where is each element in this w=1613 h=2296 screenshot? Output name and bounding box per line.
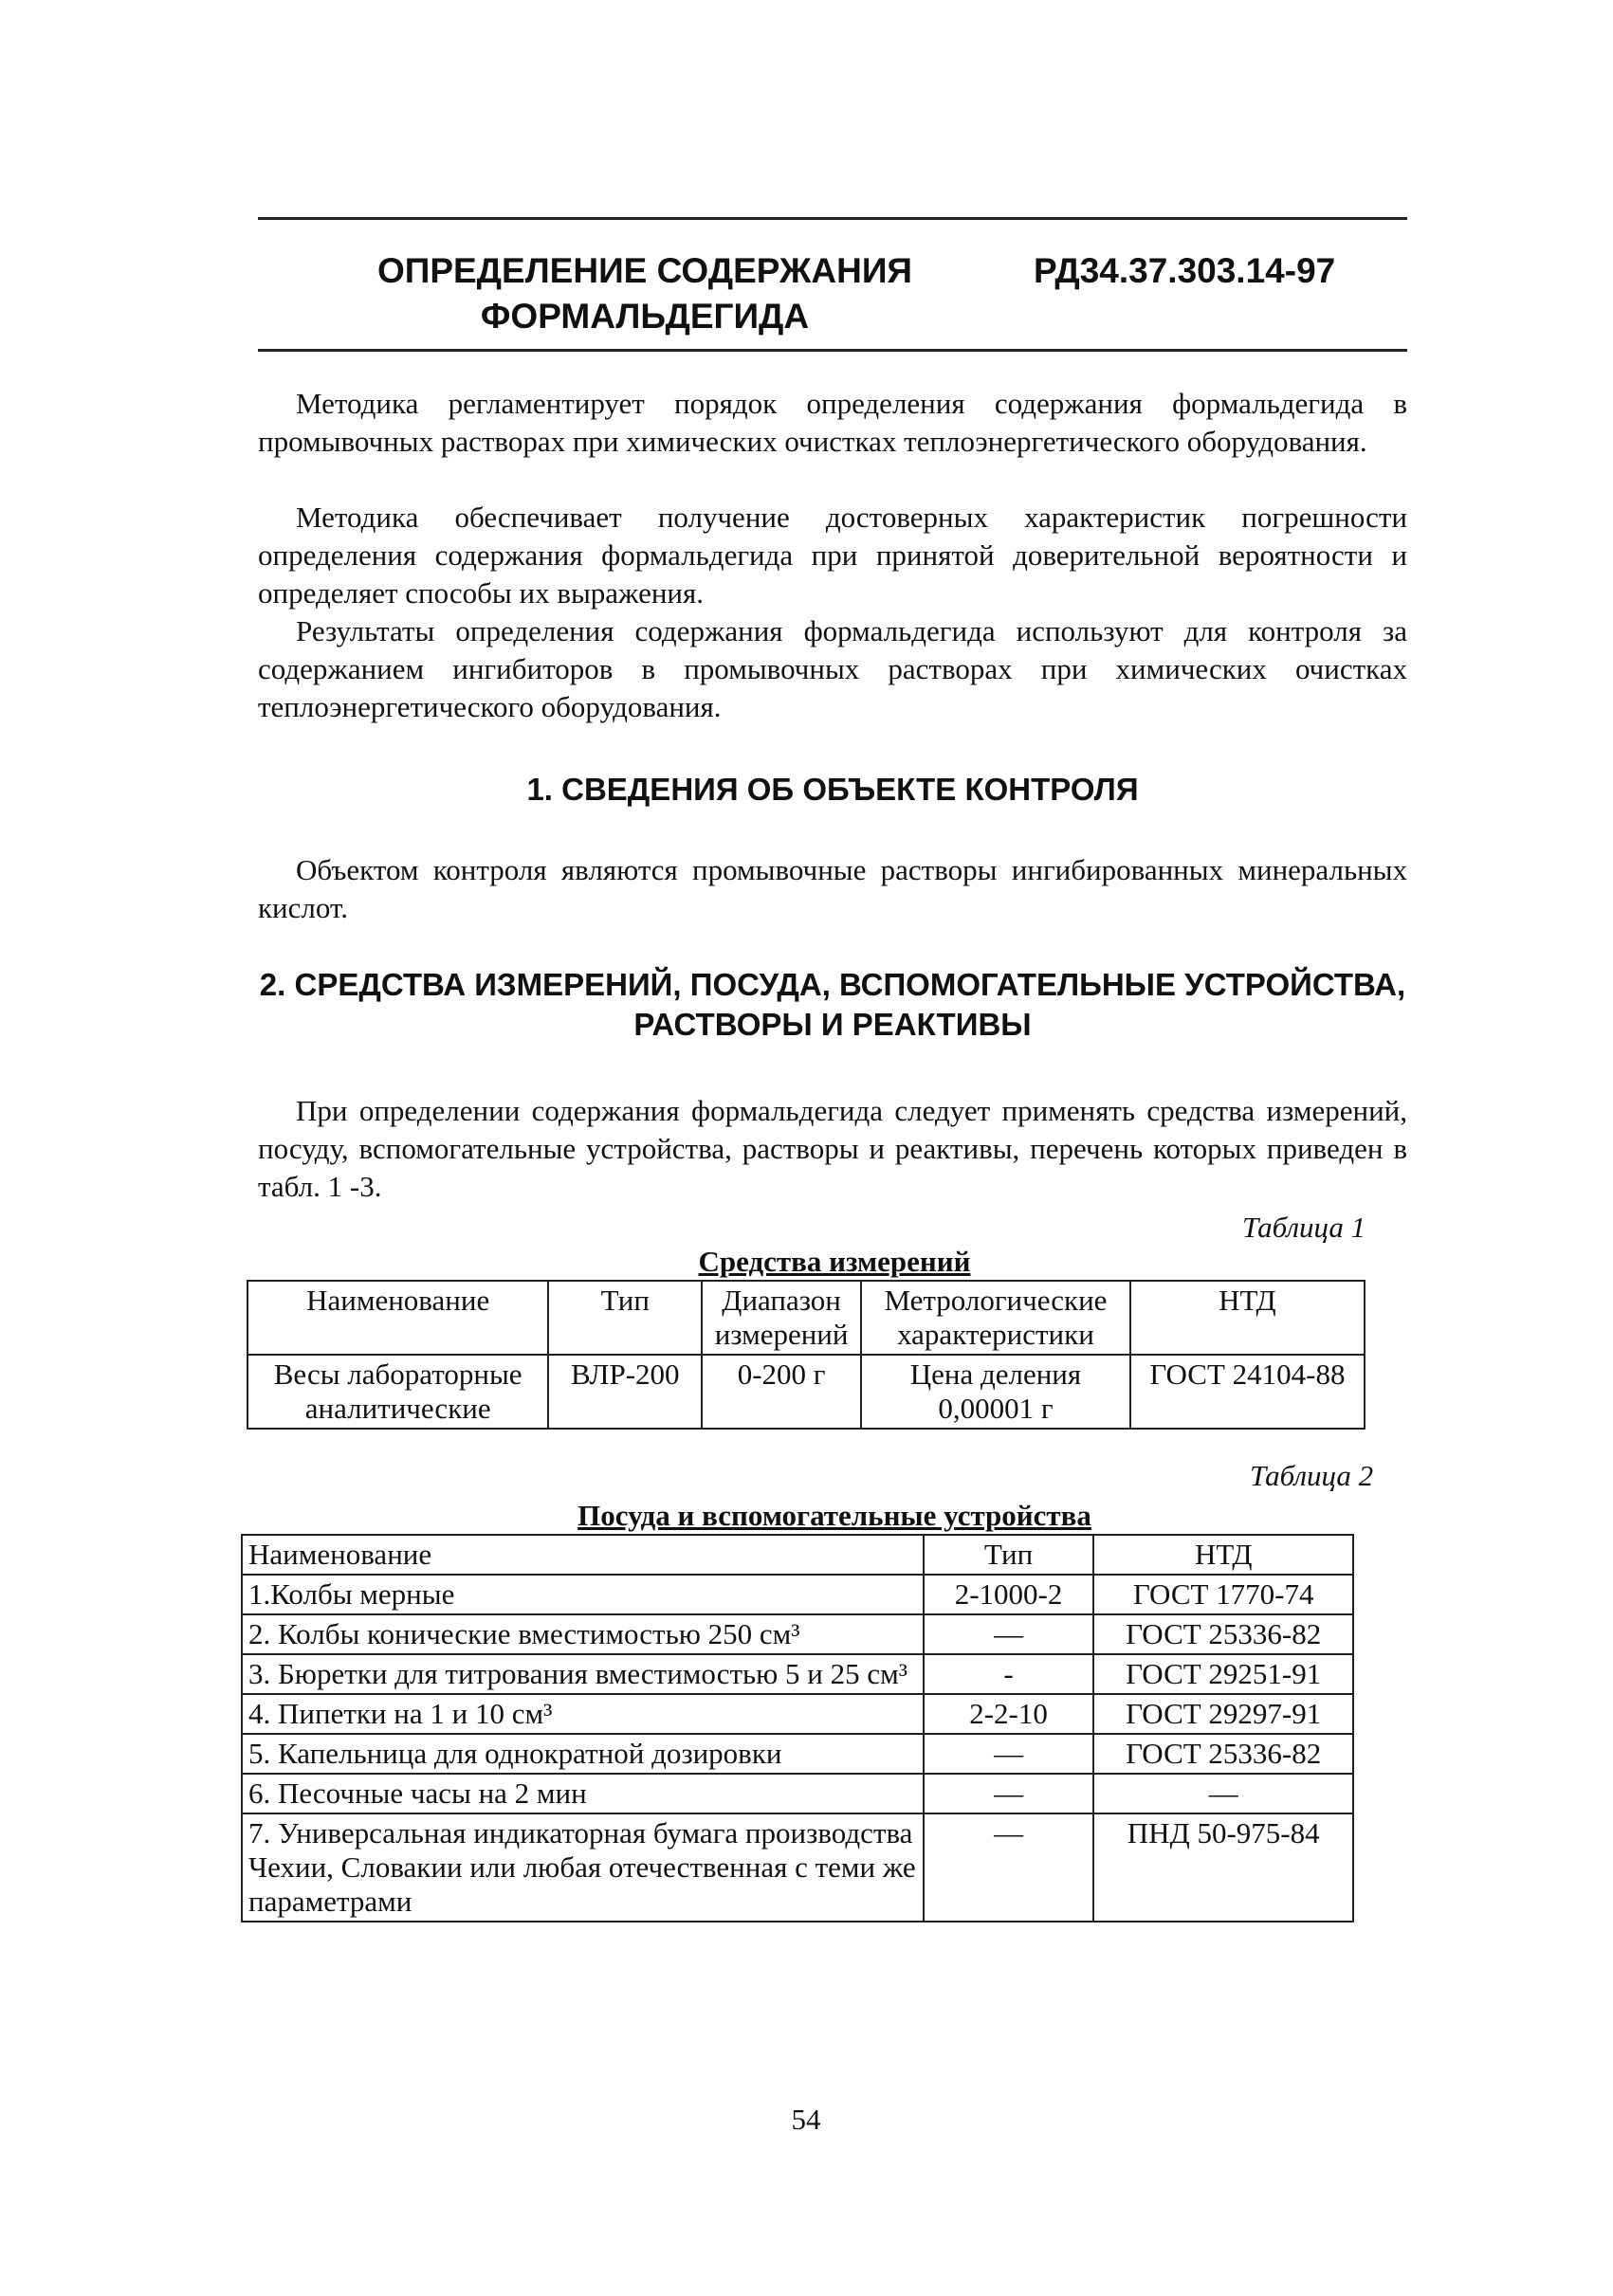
table2-cell-ntd: ГОСТ 25336-82 <box>1093 1734 1353 1774</box>
table2-cell-ntd: — <box>1093 1774 1353 1813</box>
table2-cell-name: 2. Колбы конические вместимостью 250 см³ <box>242 1614 924 1654</box>
table2-cell-name: 5. Капельница для однократной дозировки <box>242 1734 924 1774</box>
document-title <box>360 248 929 339</box>
table2-header-type: Тип <box>924 1535 1094 1575</box>
table2-cell-ntd: ГОСТ 1770-74 <box>1093 1575 1353 1614</box>
table1-cell-name: Весы лабораторные аналитические <box>247 1355 548 1429</box>
table2-cell-ntd: ПНД 50-975-84 <box>1093 1813 1353 1922</box>
section2-text: При определении содержания формальдегида следует применять средства измерений, посуду, вспомогательные устройства, растворы и реактивы, перечень которых приведен в табл. 1 -3. <box>258 1094 1407 1203</box>
document-title-line2: ФОРМАЛЬДЕГИДА <box>480 297 810 336</box>
page-number: 54 <box>791 2103 821 2136</box>
section2-heading-line1: 2. СРЕДСТВА ИЗМЕРЕНИЙ, ПОСУДА, ВСПОМОГАТЕЛЬНЫЕ УСТРОЙСТВА, <box>259 967 1406 1002</box>
table-row <box>242 1575 1353 1614</box>
table1-header-name: Наименование <box>247 1281 548 1355</box>
table2-caption: Таблица 2 <box>1250 1459 1374 1492</box>
table2-cell-ntd: ГОСТ 25336-82 <box>1093 1614 1353 1654</box>
table1-header-type: Тип <box>548 1281 702 1355</box>
table1-header-row <box>247 1281 1365 1355</box>
table2-cell-name: 4. Пипетки на 1 и 10 см³ <box>242 1694 924 1734</box>
table1-cell-ntd: ГОСТ 24104-88 <box>1130 1355 1365 1429</box>
table1-cell-type: ВЛР-200 <box>548 1355 702 1429</box>
table1-header-metrology: Метрологические характеристики <box>861 1281 1130 1355</box>
table2-cell-type: — <box>924 1614 1094 1654</box>
table1-caption: Таблица 1 <box>1242 1211 1366 1244</box>
table2-cell-ntd: ГОСТ 29251-91 <box>1093 1654 1353 1694</box>
table1-cell-range: 0-200 г <box>702 1355 861 1429</box>
table1-title: Средства измерений <box>698 1245 971 1278</box>
table2-cell-type: 2-1000-2 <box>924 1575 1094 1614</box>
table2-header-row <box>242 1535 1353 1575</box>
section2-heading-line2: РАСТВОРЫ И РЕАКТИВЫ <box>633 1007 1032 1042</box>
header-bottom-rule <box>258 349 1407 352</box>
table1-cell-metrology: Цена деления 0,00001 г <box>861 1355 1130 1429</box>
section1-heading: 1. СВЕДЕНИЯ ОБ ОБЪЕКТЕ КОНТРОЛЯ <box>526 772 1139 807</box>
table2-cell-ntd: ГОСТ 29297-91 <box>1093 1694 1353 1734</box>
table-row <box>242 1774 1353 1813</box>
table2-cell-name: 1.Колбы мерные <box>242 1575 924 1614</box>
section1-text: Объектом контроля являются промывочные растворы ингибированных минеральных кислот. <box>258 853 1407 924</box>
table-row <box>242 1614 1353 1654</box>
document-code: РД34.37.303.14-97 <box>1034 251 1336 290</box>
glassware-table <box>241 1534 1354 1922</box>
table2-cell-type: - <box>924 1654 1094 1694</box>
section2-heading <box>258 965 1407 1045</box>
intro-paragraph-1: Методика регламентирует порядок определения содержания формальдегида в промывочных растворах при химических очистках теплоэнергетического оборудования. <box>258 387 1407 458</box>
table2-cell-name: 3. Бюретки для титрования вместимостью 5 и 25 см³ <box>242 1654 924 1694</box>
table2-header-ntd: НТД <box>1093 1535 1353 1575</box>
table2-title: Посуда и вспомогательные устройства <box>577 1499 1091 1532</box>
table2-cell-name: 6. Песочные часы на 2 мин <box>242 1774 924 1813</box>
header-top-rule <box>258 217 1407 220</box>
table2-cell-type: — <box>924 1774 1094 1813</box>
table-row <box>242 1813 1353 1922</box>
table2-cell-name: 7. Универсальная индикаторная бумага производства Чехии, Словакии или любая отечественная с теми же параметрами <box>242 1813 924 1922</box>
table2-cell-type: 2-2-10 <box>924 1694 1094 1734</box>
table-row <box>242 1654 1353 1694</box>
table-row <box>242 1734 1353 1774</box>
table2-cell-type: — <box>924 1813 1094 1922</box>
document-title-line1: ОПРЕДЕЛЕНИЕ СОДЕРЖАНИЯ <box>376 251 913 290</box>
table1-header-range: Диапазон измерений <box>702 1281 861 1355</box>
intro-paragraph-3: Результаты определения содержания формальдегида используют для контроля за содержанием ингибиторов в промывочных растворах при химических очистках теплоэнергетического оборудования. <box>258 614 1407 723</box>
intro-paragraph-2: Методика обеспечивает получение достоверных характеристик погрешности определения содержания формальдегида при принятой доверительной вероятности и определяет способы их выражения. <box>258 501 1407 610</box>
table1-header-ntd: НТД <box>1130 1281 1365 1355</box>
table2-cell-type: — <box>924 1734 1094 1774</box>
table2-header-name: Наименование <box>242 1535 924 1575</box>
table-row <box>247 1355 1365 1429</box>
table-row <box>242 1694 1353 1734</box>
measuring-instruments-table <box>247 1280 1366 1430</box>
